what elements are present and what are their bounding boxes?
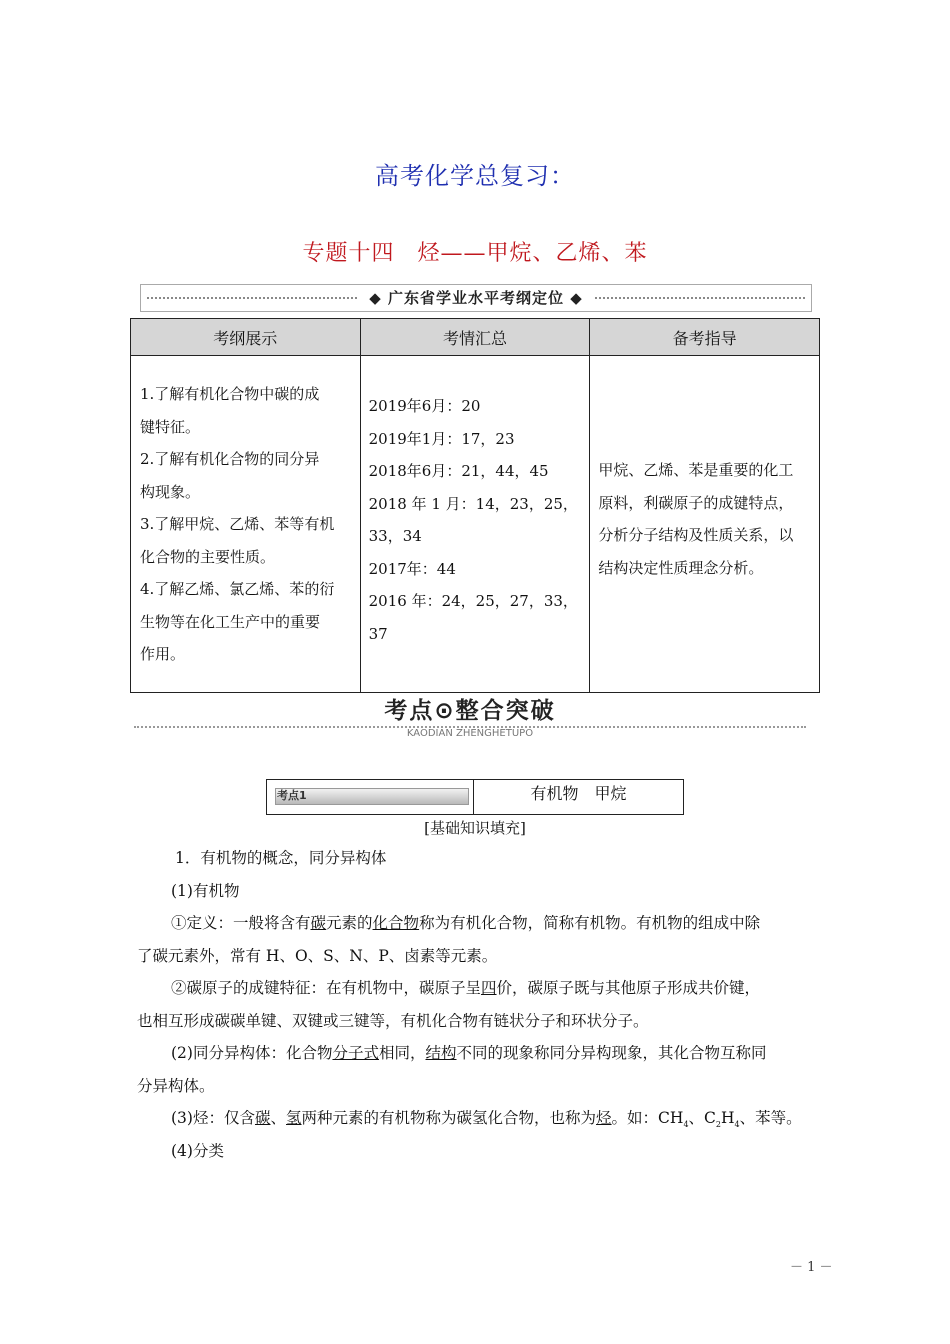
outline-table: [130, 318, 820, 693]
table-header-2: 考情汇总: [360, 319, 590, 356]
section-banner-kaodian: [134, 690, 806, 739]
text-line: 2019年1月：17，23: [368, 429, 515, 448]
paragraph-bonding: ②碳原子的成键特征：在有机物中，碳原子呈四价，碳原子既与其他原子形成共价键， 也相互形成碳碳单键、双键或三键等，有机化合物有链状分子和环状分子。: [137, 979, 761, 1030]
text-line: 原料，利碳原子的成键特点，: [598, 493, 794, 512]
kaodian-tag-cell: [267, 780, 474, 814]
document-title: 高考化学总复习：: [375, 162, 575, 190]
text-line: 甲烷、乙烯、苯是重要的化工: [598, 461, 794, 479]
text-line: 2018 年 1 月：14，23，25，: [368, 494, 578, 513]
table-cell-exam-summary: [360, 356, 590, 693]
document-subtitle: 专题十四 烃——甲烷、乙烯、苯: [302, 241, 648, 266]
text-line: 3.了解甲烷、乙烯、苯等有机: [140, 515, 335, 533]
table-cell-guidance: [590, 356, 820, 693]
paragraph-classification: (4)分类: [171, 1142, 224, 1160]
text-line: 2.了解有机化合物的同分异: [140, 450, 320, 468]
text-line: 37: [368, 624, 388, 643]
paragraph-heading-1: 1．有机物的概念，同分异构体: [175, 849, 387, 867]
table-header-3: 备考指导: [590, 319, 820, 356]
section-banner-outline: [140, 284, 812, 312]
text-line: 2017年：44: [368, 559, 456, 578]
text-line: 构现象。: [140, 482, 201, 501]
kaodian-tag: 考点1: [277, 789, 307, 802]
banner-pinyin: KAODIAN ZHENGHETUPO: [401, 728, 539, 739]
banner-label: ◆ 广东省学业水平考纲定位 ◆: [359, 289, 593, 307]
text-line: 2019年6月：20: [368, 397, 481, 415]
text-line: 2018年6月：21，44，45: [368, 462, 549, 480]
text-line: 33，34: [368, 527, 422, 545]
text-line: 分析分子结构及性质关系，以: [598, 526, 794, 544]
kaodian-header-box: [266, 779, 684, 815]
paragraph-heading-organic: (1)有机物: [171, 882, 240, 900]
banner-title: 考点⊙整合突破: [384, 698, 556, 724]
text-line: 2016 年：24，25，27，33，: [368, 592, 578, 610]
table-header-1: 考纲展示: [131, 319, 361, 356]
page-number: － 1 －: [790, 1260, 833, 1275]
text-line: 作用。: [140, 645, 186, 663]
kaodian-topic: 有机物 甲烷: [530, 784, 627, 803]
paragraph-isomer: (2)同分异构体：化合物分子式相同，结构不同的现象称同分异构现象，其化合物互称同 分异构体。: [137, 1044, 767, 1095]
paragraph-hydrocarbon: (3)烃：仅含碳、氢两种元素的有机物称为碳氢化合物，也称为烃。如：$CH_4$、$C_2H_4$、苯等。: [171, 1109, 802, 1130]
section-note: [基础知识填充]: [424, 819, 526, 837]
text-line: 生物等在化工生产中的重要: [140, 612, 321, 631]
paragraph-definition: ①定义：一般将含有碳元素的化合物称为有机化合物，简称有机物。有机物的组成中除 了碳元素外，常有 H、O、S、N、P、卤素等元素。: [137, 914, 761, 965]
text-line: 1.了解有机化合物中碳的成: [140, 385, 320, 403]
text-line: 结构决定性质理念分析。: [598, 558, 764, 577]
text-line: 化合物的主要性质。: [140, 547, 276, 566]
table-cell-syllabus: [131, 356, 361, 693]
text-line: 键特征。: [140, 417, 201, 436]
text-line: 4.了解乙烯、氯乙烯、苯的衍: [140, 580, 335, 598]
